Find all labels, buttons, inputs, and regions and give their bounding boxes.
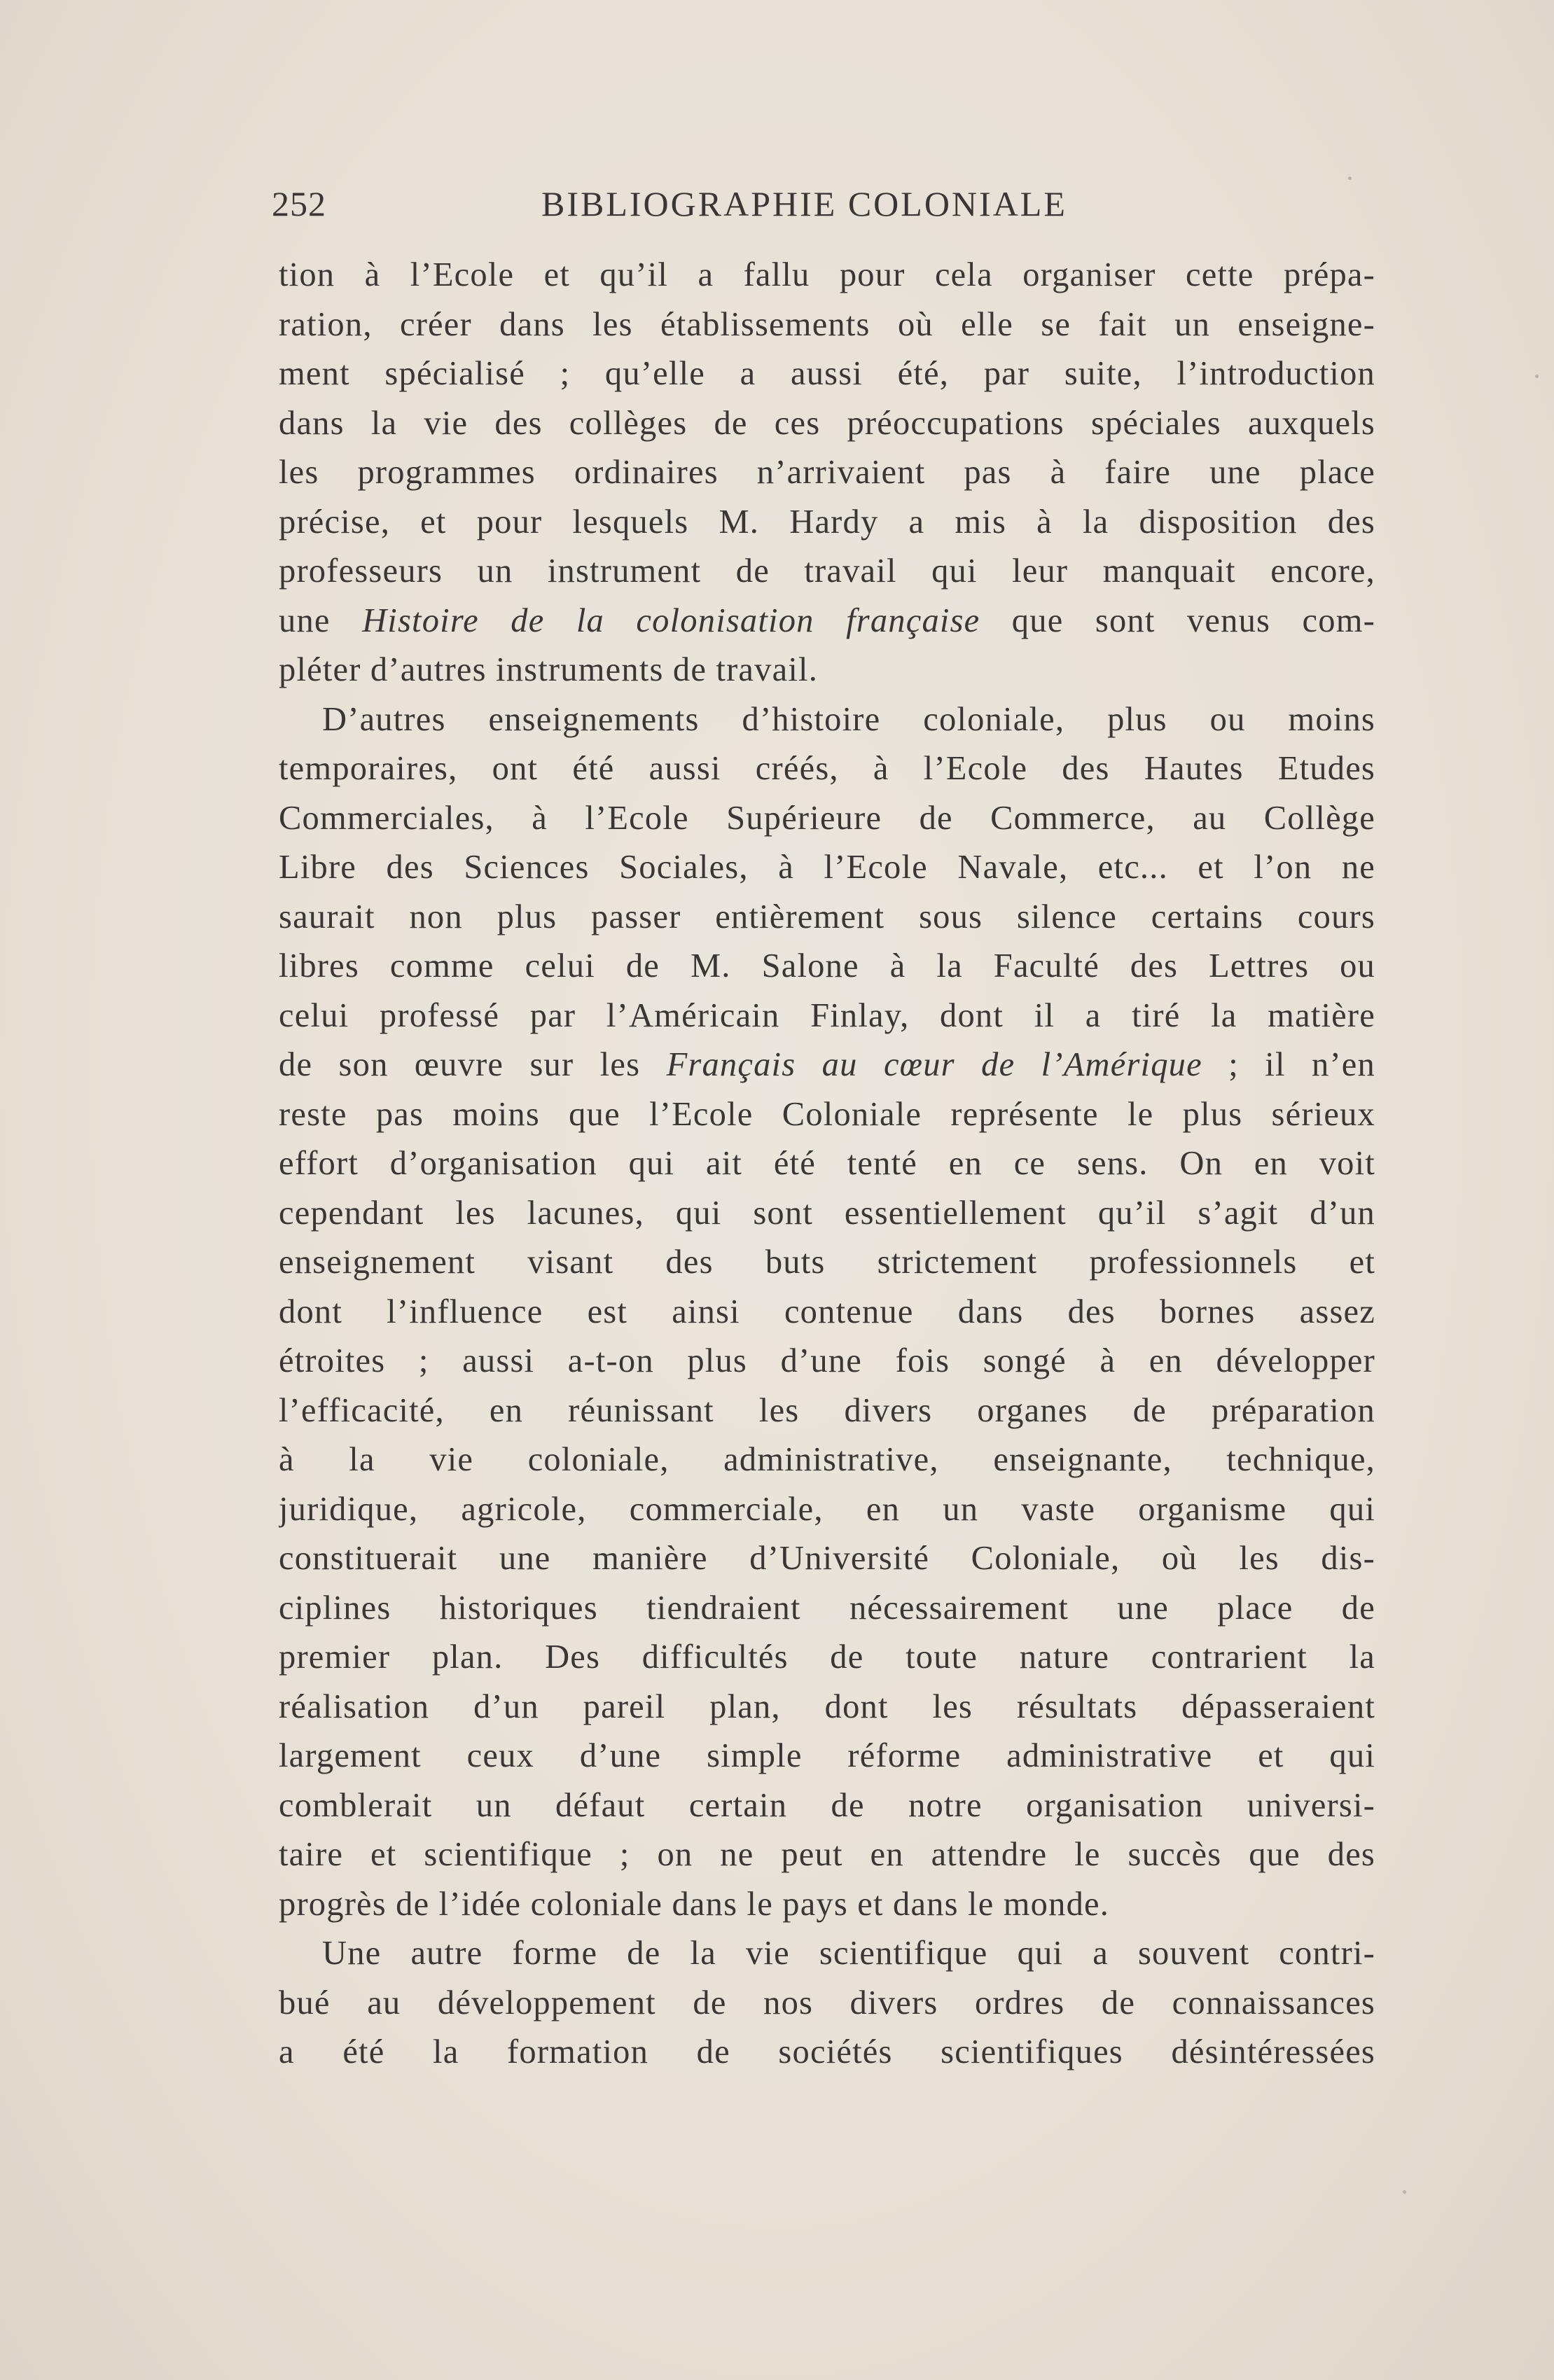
text-line: Commerciales, à l’Ecole Supérieure de Commerce, au Collège [279, 799, 1375, 837]
text-line: réalisation d’un pareil plan, dont les résultats dépasseraient [279, 1687, 1375, 1725]
text-line: tion à l’Ecole et qu’il a fallu pour cela organiser cette prépa- [279, 256, 1375, 293]
paper-speck [1403, 2190, 1406, 2194]
body-text [279, 251, 1375, 2078]
text-line: celui professé par l’Américain Finlay, dont il a tiré la matière [279, 996, 1375, 1034]
text-line: l’efficacité, en réunissant les divers organes de préparation [279, 1391, 1375, 1429]
text-line: dans la vie des collèges de ces préoccupations spéciales auxquels [279, 404, 1375, 442]
text-line: enseignement visant des buts strictement professionnels et [279, 1244, 1375, 1281]
text-line: juridique, agricole, commerciale, en un vaste organisme qui [279, 1490, 1375, 1528]
paper-speck [1348, 176, 1352, 180]
text-line: constituerait une manière d’Université Coloniale, où les dis- [279, 1540, 1375, 1577]
book-title-italic: Français au cœur de l’Amérique [666, 1046, 1202, 1083]
text-line: pléter d’autres instruments de travail. [279, 651, 819, 688]
text-line: à la vie coloniale, administrative, enseignante, technique, [279, 1441, 1375, 1478]
text-line: cependant les lacunes, qui sont essentiellement qu’il s’agit d’un [279, 1194, 1375, 1232]
text-line: effort d’organisation qui ait été tenté en ce sens. On en voit [279, 1145, 1375, 1182]
text-line [279, 1041, 1375, 1090]
text-line: ciplines historiques tiendraient nécessairement une place de [279, 1589, 1375, 1627]
book-title-italic: Histoire de la colonisation française [362, 601, 980, 639]
text-line: étroites ; aussi a-t-on plus d’une fois songé à en développer [279, 1342, 1375, 1379]
text-line: Libre des Sciences Sociales, à l’Ecole Navale, etc... et l’on ne [279, 849, 1375, 886]
text-line: professeurs un instrument de travail qui leur manquait encore, [279, 552, 1375, 590]
text-line: libres comme celui de M. Salone à la Faculté des Lettres ou [279, 947, 1375, 984]
text-run: ; il n’en [1202, 1046, 1375, 1083]
text-line: a été la formation de sociétés scientifiques désintéressées [279, 2033, 1375, 2071]
text-run: que sont venus com- [980, 601, 1375, 639]
text-line: premier plan. Des difficultés de toute nature contrarient la [279, 1638, 1375, 1676]
text-run: une [279, 601, 363, 639]
text-line: bué au développement de nos divers ordres de connaissances [279, 1984, 1375, 2021]
text-line: dont l’influence est ainsi contenue dans des bornes assez [279, 1293, 1375, 1330]
text-line: ration, créer dans les établissements où elle se fait un enseigne- [279, 305, 1375, 343]
paragraph-start-line: Une autre forme de la vie scientifique qui a souvent contri- [322, 1935, 1375, 1972]
running-title: BIBLIOGRAPHIE COLONIALE [541, 184, 1067, 223]
text-line: reste pas moins que l’Ecole Coloniale représente le plus sérieux [279, 1095, 1375, 1133]
text-run: de son œuvre sur les [279, 1046, 667, 1083]
page-header [272, 183, 1109, 232]
text-line: largement ceux d’une simple réforme administrative et qui [279, 1737, 1375, 1774]
text-line [279, 597, 1375, 646]
text-line: temporaires, ont été aussi créés, à l’Ecole des Hautes Etudes [279, 750, 1375, 787]
text-line: taire et scientifique ; on ne peut en attendre le succès que des [279, 1836, 1375, 1873]
text-line: ment spécialisé ; qu’elle a aussi été, par suite, l’introduction [279, 355, 1375, 392]
text-line: précise, et pour lesquels M. Hardy a mis à la disposition des [279, 503, 1375, 541]
text-line: progrès de l’idée coloniale dans le pays et dans le monde. [279, 1885, 1110, 1923]
text-line: comblerait un défaut certain de notre organisation universi- [279, 1786, 1375, 1824]
text-line: les programmes ordinaires n’arrivaient pas à faire une place [279, 454, 1375, 491]
paragraph-start-line: D’autres enseignements d’histoire coloniale, plus ou moins [322, 700, 1375, 738]
text-line: saurait non plus passer entièrement sous silence certains cours [279, 898, 1375, 935]
page-number: 252 [272, 184, 326, 223]
paper-speck [1535, 375, 1539, 378]
